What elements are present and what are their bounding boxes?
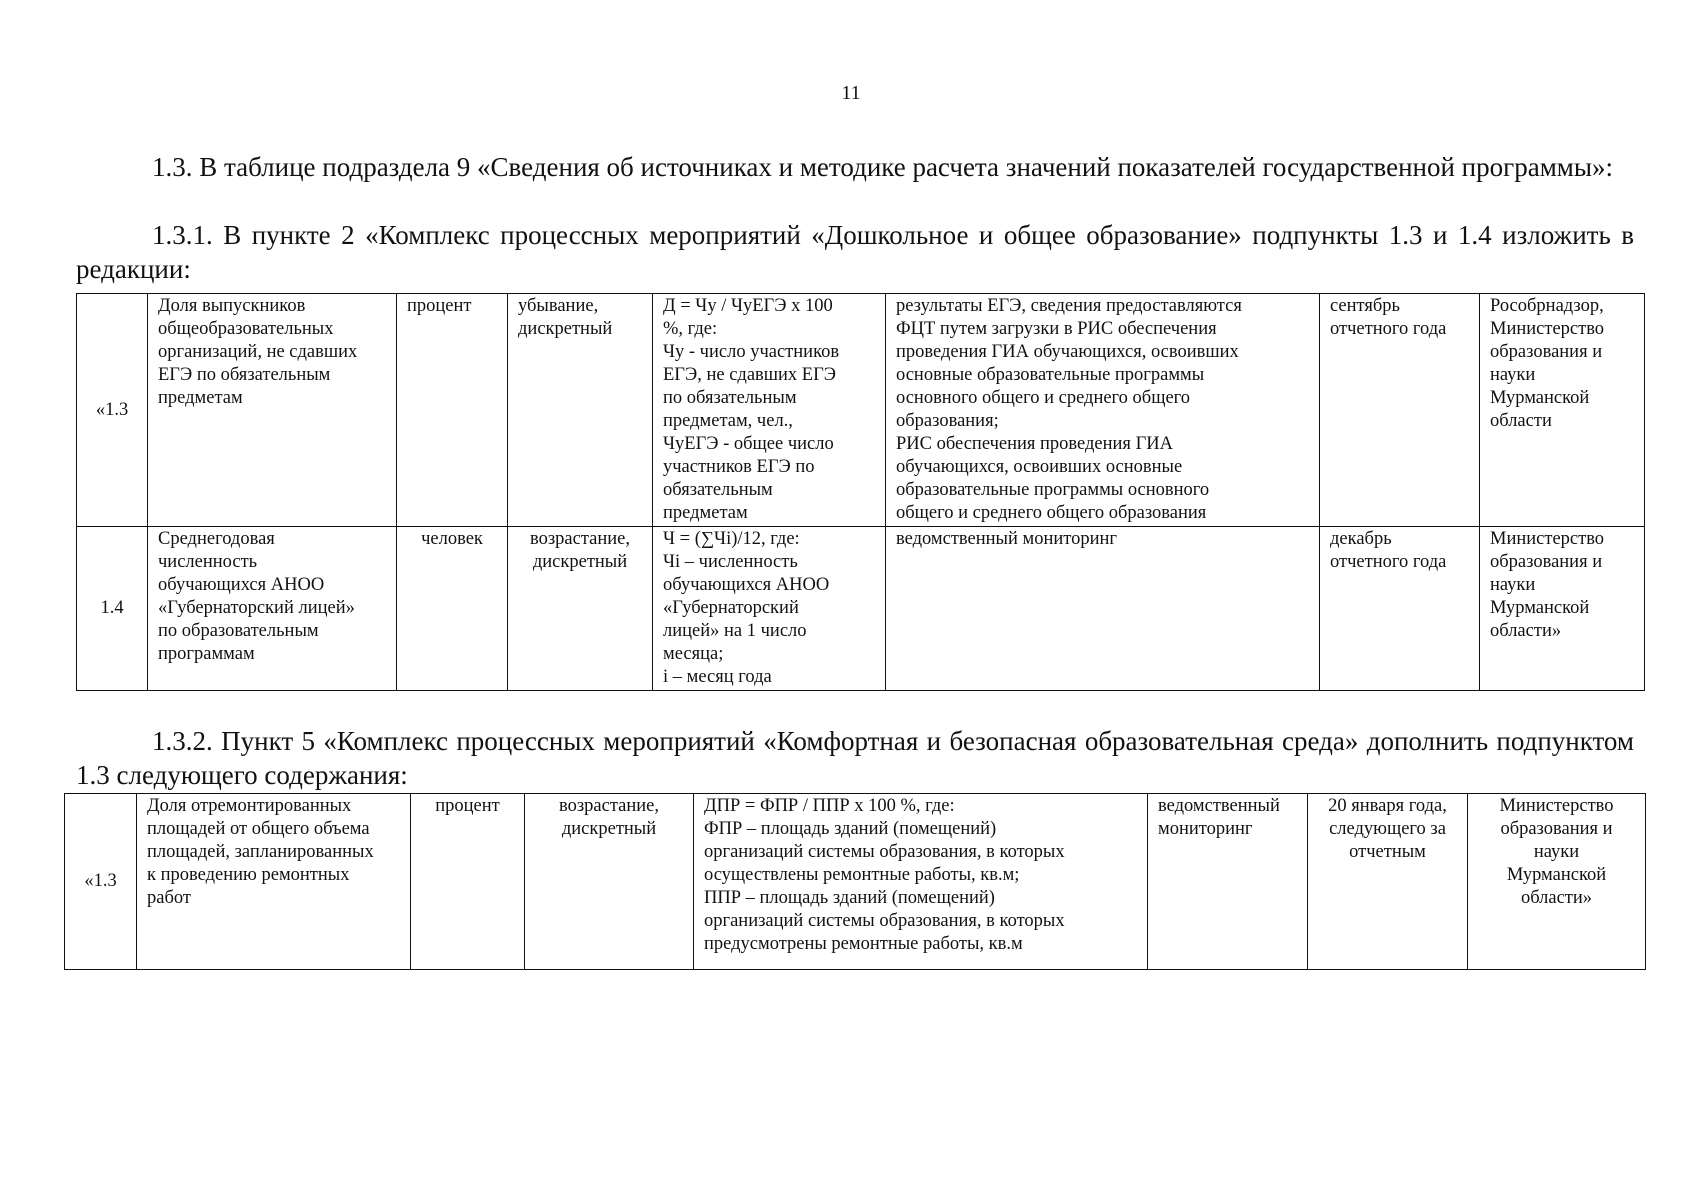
dynamics-cell: возрастание, дискретный [508,527,653,691]
row-number: «1.3 [77,294,148,527]
row-number: 1.4 [77,527,148,691]
page-number: 11 [841,82,861,104]
indicator-name: Доля отремонтированных площадей от общего объема площадей, запланированных к проведению ремонтных работ [137,794,411,970]
row-number: «1.3 [65,794,137,970]
source-cell: результаты ЕГЭ, сведения предоставляются ФЦТ путем загрузки в РИС обеспечения проведения ГИА обучающихся, освоивших основные образовательные программы основного общего и среднего общего образования; РИС обеспечения проведения ГИА обучающихся, освоивших основные образовательные программы основного общего и среднего общего образования [886,294,1320,527]
unit-cell: процент [397,294,508,527]
responsible-cell: Министерство образования и науки Мурманской области» [1468,794,1646,970]
section-1-3-paragraph [76,150,1634,184]
formula-cell: ДПР = ФПР / ППР х 100 %, где: ФПР – площадь зданий (помещений) организаций системы образования, в которых осуществлены ремонтные работы, кв.м; ППР – площадь зданий (помещений) организаций системы образования, в которых предусмотрены ремонтные работы, кв.м [694,794,1148,970]
indicator-name: Среднегодовая численность обучающихся АНОО «Губернаторский лицей» по образовательным программам [148,527,397,691]
formula-cell: Ч = (∑Чi)/12, где: Чi – численность обучающихся АНОО «Губернаторский лицей» на 1 число месяца; i – месяц года [653,527,886,691]
formula-cell: Д = Чу / ЧуЕГЭ х 100 %, где: Чу - число участников ЕГЭ, не сдавших ЕГЭ по обязательным предметам, чел., ЧуЕГЭ - общее число участников ЕГЭ по обязательным предметам [653,294,886,527]
section-1-3-2-text: 1.3.2. Пункт 5 «Комплекс процессных мероприятий «Комфортная и безопасная образовательная среда» дополнить подпунктом 1.3 следующего содержания: [76,726,1634,790]
date-cell: декабрь отчетного года [1320,527,1480,691]
dynamics-cell: возрастание, дискретный [525,794,694,970]
unit-cell: процент [411,794,525,970]
responsible-cell: Рособрнадзор, Министерство образования и науки Мурманской области [1480,294,1645,527]
source-cell: ведомственный мониторинг [886,527,1320,691]
table-row [77,294,1645,527]
table-row [65,794,1646,970]
dynamics-cell: убывание, дискретный [508,294,653,527]
table-indicators-2 [64,793,1646,970]
section-1-3-2-paragraph [76,724,1634,792]
indicator-name: Доля выпускников общеобразовательных организаций, не сдавших ЕГЭ по обязательным предметам [148,294,397,527]
table-row [77,527,1645,691]
section-1-3-text: 1.3. В таблице подраздела 9 «Сведения об источниках и методике расчета значений показателей государственной программы»: [152,152,1614,182]
date-cell: 20 января года, следующего за отчетным [1308,794,1468,970]
date-cell: сентябрь отчетного года [1320,294,1480,527]
table-indicators-1 [76,293,1645,691]
unit-cell: человек [397,527,508,691]
section-1-3-1-text: 1.3.1. В пункте 2 «Комплекс процессных мероприятий «Дошкольное и общее образование» подпункты 1.3 и 1.4 изложить в редакции: [76,220,1634,284]
responsible-cell: Министерство образования и науки Мурманской области» [1480,527,1645,691]
section-1-3-1-paragraph [76,218,1634,286]
source-cell: ведомственный мониторинг [1148,794,1308,970]
